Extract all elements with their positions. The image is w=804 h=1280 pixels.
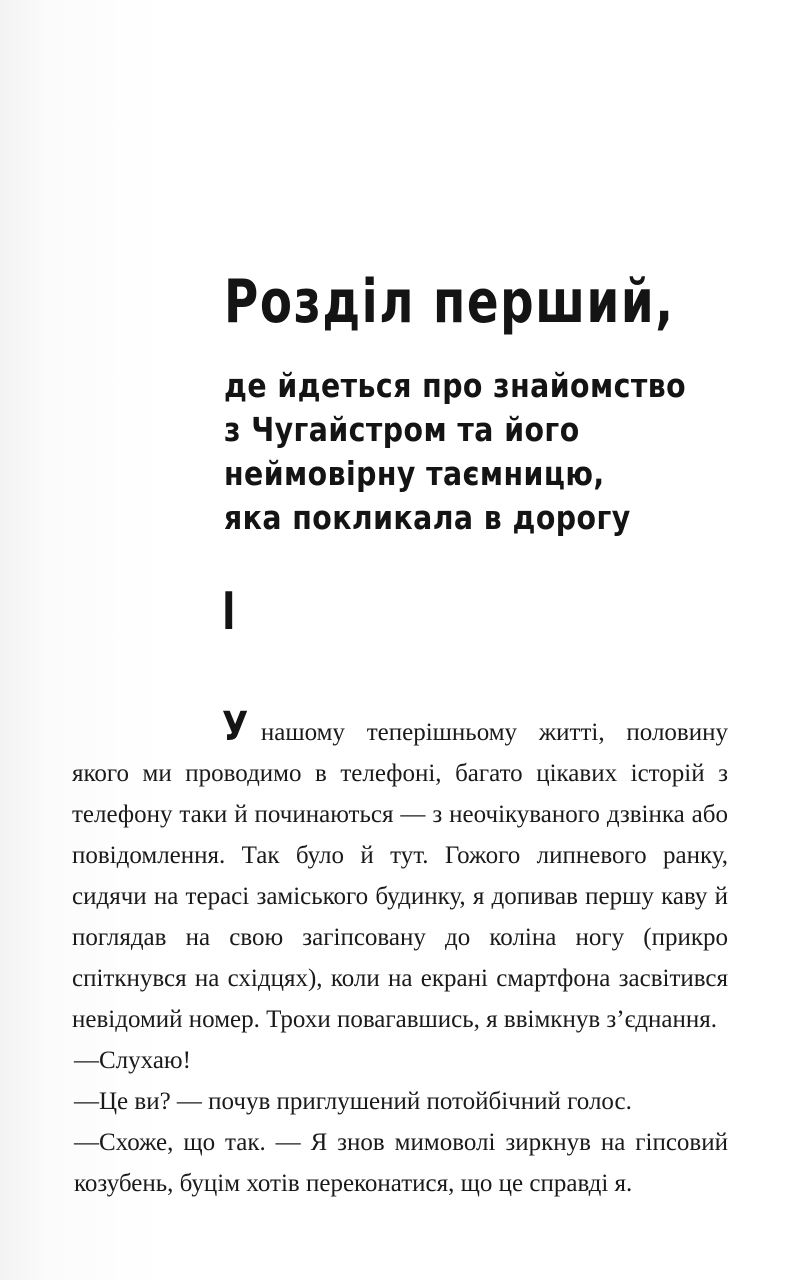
section-number: І	[222, 582, 236, 642]
first-paragraph-text: нашому теперішньому житті, половину якого ми проводимо в телефоні, багато цікавих історій з телефону таки й починаються — з неочікуваного дзвінка або повідомлення. Так було й тут. Гожого липневого ранку, сидячи на терасі заміського будинку, я допивав першу каву й поглядав на свою загіпсовану до коліна ногу (прикро спіткнувся на східцях), коли на екрані смартфона засвітився невідомий номер. Трохи повагавшись, я ввімкнув з’єднання.	[72, 719, 728, 1033]
chapter-title: Розділ перший,	[224, 267, 675, 337]
subtitle-line: де йдеться про знайомство	[224, 366, 687, 405]
dialogue-line: —Слухаю!	[74, 1047, 191, 1074]
drop-cap: У	[222, 704, 249, 750]
chapter-subtitle	[224, 364, 686, 540]
subtitle-line: з Чугайстром та його	[224, 410, 580, 449]
dialogue-line: —Схоже, що так. — Я знов мимоволі зиркнув на гіпсовий козубень, буцім хотів переконатися, що це справді я.	[74, 1129, 728, 1197]
subtitle-line: неймовірну таємницю,	[224, 454, 605, 493]
dialogue-line: —Це ви? — почув приглушений потойбічний голос.	[74, 1088, 632, 1115]
subtitle-line: яка покликала в дорогу	[224, 498, 631, 537]
first-paragraph	[72, 704, 728, 1040]
body-text	[72, 704, 728, 1204]
